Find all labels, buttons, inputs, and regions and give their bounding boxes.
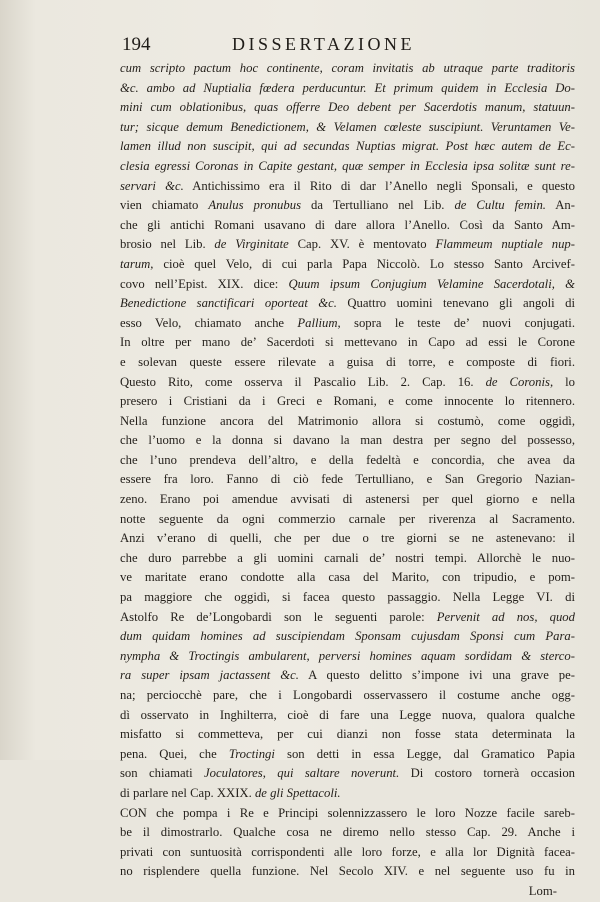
italic-text: de Coronis, bbox=[485, 374, 554, 389]
text-line bbox=[120, 745, 575, 765]
page-header bbox=[122, 34, 572, 56]
roman-text: pena. Quei, che bbox=[120, 746, 229, 761]
roman-text: son chiamati bbox=[120, 766, 205, 781]
roman-text: che duro parrebbe a gli uomini carnali de’ nostri tempi. Allorchè le nuo- bbox=[120, 550, 575, 565]
text-line bbox=[120, 137, 575, 157]
text-line bbox=[120, 627, 575, 647]
text-line bbox=[120, 314, 575, 334]
text-line bbox=[120, 568, 575, 588]
roman-text: privati con suntuosità corrispondenti alle loro forze, e alla lor Dignità facea- bbox=[120, 844, 575, 859]
italic-text: tarum, bbox=[120, 256, 154, 271]
text-line bbox=[120, 216, 575, 236]
italic-text: de Cultu femin. bbox=[454, 198, 546, 213]
text-line bbox=[120, 333, 575, 353]
text-line bbox=[120, 666, 575, 686]
text-line bbox=[120, 490, 575, 510]
italic-text: clesia egressi Coronas in Capite gestant, quæ semper in Ecclesia ipsa solitæ sunt re- bbox=[120, 158, 575, 173]
roman-text: covo nell’Epist. XIX. dice: bbox=[120, 276, 289, 291]
roman-text: Di costoro tornerà occasion bbox=[399, 766, 576, 781]
italic-text: ra super ipsam jactassent &c. bbox=[120, 668, 299, 683]
text-line bbox=[120, 431, 575, 451]
roman-text: na; perciocchè pare, che i Longobardi osservassero il costume anche ogg- bbox=[120, 688, 575, 702]
text-line bbox=[120, 529, 575, 549]
roman-text: Antichissimo era il Rito di dar l’Anello negli Sponsali, e questo bbox=[183, 178, 575, 193]
italic-text: dum quidam homines ad suscipiendam Sponsam cujusdam Sponsi cum Para- bbox=[120, 629, 575, 644]
body-text bbox=[120, 59, 575, 902]
roman-text: An- bbox=[545, 198, 575, 213]
text-line bbox=[120, 608, 575, 628]
roman-text: In oltre per mano de’ Sacerdoti si mettevano in Capo ad essi le Corone bbox=[120, 335, 575, 350]
roman-text: sopra le teste de’ nuovi conjugati. bbox=[340, 315, 575, 330]
italic-text: de gli Spettacoli. bbox=[254, 785, 341, 800]
italic-text: Joculatores bbox=[204, 766, 263, 781]
italic-text: lamen illud non suscipit, qui ad secundas Nuptias migrat. Post hæc autem de Ec- bbox=[120, 139, 575, 154]
text-line bbox=[120, 157, 575, 177]
italic-text: Flammeum nuptiale nup- bbox=[435, 237, 575, 252]
text-line bbox=[120, 588, 575, 608]
roman-text: da Tertulliano nel Lib. bbox=[301, 198, 455, 213]
roman-text: esso Velo, chiamato anche bbox=[120, 315, 298, 330]
text-line bbox=[120, 353, 575, 373]
roman-text: son detti in essa Legge, dal Gramatico Papia bbox=[274, 746, 575, 761]
text-line bbox=[120, 177, 575, 197]
roman-text: Questo Rito, come osserva il Pascalio Lib. 2. Cap. 16. bbox=[120, 374, 486, 389]
italic-text: cum scripto pactum hoc continente, coram invitatis ab utraque parte traditoris bbox=[120, 61, 575, 75]
text-line bbox=[120, 686, 575, 706]
running-title: DISSERTAZIONE bbox=[232, 34, 415, 54]
italic-text: Pallium, bbox=[297, 315, 341, 330]
text-line bbox=[120, 843, 575, 863]
page-number: 194 bbox=[122, 34, 151, 55]
roman-text: pa maggiore che oggidì, si facea questo passaggio. Nella Legge VI. di bbox=[120, 590, 575, 605]
text-line bbox=[120, 764, 575, 784]
italic-text: mini cum oblationibus, quas offerre Deo debent per Sacerdotis manum, statuun- bbox=[120, 100, 575, 115]
roman-text: , bbox=[262, 766, 278, 781]
text-line bbox=[120, 510, 575, 530]
roman-text: be il dimostrarlo. Qualche cosa ne diremo nello stesso Cap. 29. Anche i bbox=[120, 825, 575, 840]
text-line bbox=[120, 255, 575, 275]
text-line bbox=[120, 275, 575, 295]
roman-text: A questo delitto s’impone ivi una grave pe- bbox=[298, 668, 575, 683]
italic-text: &c. ambo ad Nuptialia fœdera perducuntur. Et primum quidem in Ecclesia Do- bbox=[120, 80, 575, 95]
italic-text: servari &c. bbox=[120, 178, 184, 193]
roman-text: cioè quel Velo, di cui parla Papa Niccolò. Lo stesso Santo Arcivef- bbox=[153, 256, 575, 271]
roman-text: Cap. XV. è mentovato bbox=[288, 237, 436, 252]
text-line bbox=[120, 725, 575, 745]
roman-text: dì osservato in Inghilterra, cioè di fare una Legge nuova, qualora qualche bbox=[120, 707, 575, 722]
text-line bbox=[120, 118, 575, 138]
catchword: Lom- bbox=[528, 883, 557, 898]
roman-text: Anzi v’erano di quelli, che per due o tre giorni se ne astenevano: il bbox=[120, 531, 575, 546]
roman-text: che l’uno prendeva dell’altro, e della fedeltà e concordia, che avea da bbox=[120, 452, 575, 467]
roman-text: essere fra loro. Fanno di ciò fede Tertulliano, e San Gregorio Nazian- bbox=[120, 472, 575, 487]
italic-text: Troctingi bbox=[228, 746, 275, 761]
text-line bbox=[120, 470, 575, 490]
text-line bbox=[120, 98, 575, 118]
roman-text: e solevan queste essere rilevate a guisa di torre, e composte di fiori. bbox=[120, 354, 575, 369]
italic-text: Benedictione sanctificari oporteat &c. bbox=[120, 296, 337, 311]
italic-text: nympha & Troctingis ambularent, perversi homines aquam sordidam & sterco- bbox=[120, 648, 575, 663]
roman-text: notte seguente da ogni commerzio carnale per riverenza al Sacramento. bbox=[120, 511, 575, 526]
text-line bbox=[120, 294, 575, 314]
text-line bbox=[120, 862, 575, 882]
text-line bbox=[120, 392, 575, 412]
italic-text: Anulus pronubus bbox=[208, 198, 302, 213]
text-line bbox=[120, 59, 575, 79]
italic-text: qui saltare noverunt. bbox=[277, 766, 400, 781]
roman-text: Nella funzione ancora del Matrimonio allora si costumò, come oggidì, bbox=[120, 413, 575, 428]
italic-text: tur; sicque demum Benedictionem, & Velamen cœleste suscipiunt. Veruntamen Ve- bbox=[120, 119, 575, 134]
roman-text: che gli antichi Romani usavano di dare allora l’Anello. Così da Santo Am- bbox=[120, 217, 575, 232]
roman-text: presero i Cristiani da i Greci e Romani, e come innocente lo ritennero. bbox=[120, 394, 575, 409]
text-line bbox=[120, 79, 575, 99]
italic-text: Pervenit ad nos, quod bbox=[436, 609, 575, 624]
roman-text: no risplendere quella funzione. Nel Secolo XIV. e nel seguente uso fu in bbox=[120, 864, 575, 879]
text-line bbox=[120, 235, 575, 255]
roman-text: brosio nel Lib. bbox=[120, 237, 215, 252]
text-line bbox=[120, 706, 575, 726]
text-line bbox=[120, 804, 575, 824]
italic-text: Quum ipsum Conjugium Velamine Sacerdotali, & bbox=[288, 276, 576, 291]
roman-text: vien chiamato bbox=[120, 198, 209, 213]
text-line bbox=[120, 373, 575, 393]
roman-text: di parlare nel Cap. XXIX. bbox=[120, 785, 255, 800]
roman-text: Quattro uomini tenevano gli angoli di bbox=[336, 296, 575, 311]
text-line bbox=[120, 196, 575, 216]
roman-text: CON che pompa i Re e Principi solennizzassero le loro Nozze facile sareb- bbox=[120, 805, 575, 820]
roman-text: ve maritate erano condotte alla casa del Marito, con tripudio, e pom- bbox=[120, 570, 575, 585]
italic-text: de Virginitate bbox=[214, 237, 289, 252]
text-line bbox=[120, 823, 575, 843]
text-line bbox=[120, 784, 575, 804]
text-line bbox=[120, 451, 575, 471]
roman-text: zeno. Erano poi amendue avvisati di astenersi per quel giorno e nella bbox=[120, 492, 575, 507]
roman-text: che l’uomo e la donna si davano la man destra per segno del possesso, bbox=[120, 433, 575, 448]
roman-text: lo bbox=[553, 374, 576, 389]
text-line bbox=[120, 412, 575, 432]
roman-text: misfatto si commetteva, per cui dianzi non fosse stata determinata la bbox=[120, 727, 575, 742]
text-line bbox=[120, 549, 575, 569]
text-line bbox=[120, 647, 575, 667]
roman-text: Astolfo Re de’Longobardi son le seguenti parole: bbox=[120, 609, 437, 624]
